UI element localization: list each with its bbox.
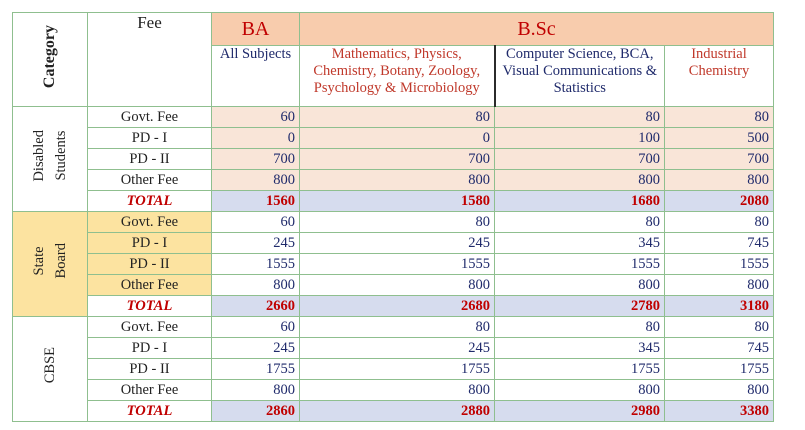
bsc-computer-header: Computer Science, BCA, Visual Communications & Statistics	[495, 46, 665, 107]
category-label: State Board	[31, 242, 69, 279]
fee-value-ba-all: 800	[212, 170, 300, 191]
fee-table-container	[12, 12, 774, 422]
fee-value-bsc-industrial: 80	[665, 107, 774, 128]
fee-value-bsc-science: 0	[300, 128, 495, 149]
fee-value-bsc-industrial: 745	[665, 338, 774, 359]
fee-value-ba-all: 60	[212, 107, 300, 128]
fee-value-ba-all: 245	[212, 338, 300, 359]
ba-subjects-header: All Subjects	[212, 46, 300, 107]
fee-value-bsc-science: 800	[300, 380, 495, 401]
fee-value-bsc-science: 800	[300, 275, 495, 296]
fee-value-bsc-computer: 800	[495, 170, 665, 191]
fee-type-label: PD - II	[88, 359, 212, 380]
table-row	[13, 149, 774, 170]
total-value-bsc-science: 2680	[300, 296, 495, 317]
fee-value-bsc-computer: 800	[495, 380, 665, 401]
fee-value-bsc-computer: 80	[495, 317, 665, 338]
fee-value-ba-all: 245	[212, 233, 300, 254]
fee-value-bsc-science: 1555	[300, 254, 495, 275]
table-row	[13, 401, 774, 422]
total-label: TOTAL	[88, 401, 212, 422]
fee-value-bsc-industrial: 80	[665, 317, 774, 338]
table-row	[13, 275, 774, 296]
table-row	[13, 191, 774, 212]
fee-value-bsc-computer: 345	[495, 338, 665, 359]
fee-value-bsc-science: 1755	[300, 359, 495, 380]
fee-type-label: PD - I	[88, 128, 212, 149]
total-value-bsc-science: 2880	[300, 401, 495, 422]
fee-value-bsc-computer: 345	[495, 233, 665, 254]
category-label: Disabled Students	[31, 129, 69, 182]
category-cbse	[13, 317, 88, 422]
fee-value-ba-all: 1755	[212, 359, 300, 380]
fee-value-ba-all: 800	[212, 380, 300, 401]
table-row	[13, 338, 774, 359]
fee-type-label: PD - I	[88, 338, 212, 359]
category-header	[13, 13, 88, 107]
table-row	[13, 212, 774, 233]
table-row	[13, 170, 774, 191]
total-label: TOTAL	[88, 191, 212, 212]
category-label: CBSE	[42, 347, 58, 384]
table-row	[13, 359, 774, 380]
fee-value-bsc-computer: 700	[495, 149, 665, 170]
table-row	[13, 317, 774, 338]
fee-value-ba-all: 60	[212, 317, 300, 338]
fee-value-bsc-computer: 80	[495, 107, 665, 128]
fee-value-bsc-computer: 80	[495, 212, 665, 233]
category-disabled-students	[13, 107, 88, 212]
total-value-ba-all: 2860	[212, 401, 300, 422]
fee-value-bsc-science: 800	[300, 170, 495, 191]
category-state-board	[13, 212, 88, 317]
total-value-bsc-computer: 2780	[495, 296, 665, 317]
fee-type-label: PD - II	[88, 254, 212, 275]
fee-type-label: PD - I	[88, 233, 212, 254]
total-value-bsc-computer: 2980	[495, 401, 665, 422]
table-row	[13, 380, 774, 401]
fee-value-bsc-science: 80	[300, 317, 495, 338]
category-header-label: Category	[41, 25, 58, 89]
fee-value-bsc-computer: 800	[495, 275, 665, 296]
fee-value-bsc-industrial: 800	[665, 170, 774, 191]
table-row	[13, 107, 774, 128]
fee-value-bsc-industrial: 500	[665, 128, 774, 149]
fee-value-bsc-industrial: 80	[665, 212, 774, 233]
total-value-bsc-industrial: 2080	[665, 191, 774, 212]
ba-header: BA	[212, 13, 300, 46]
bsc-header: B.Sc	[300, 13, 774, 46]
fee-value-bsc-industrial: 800	[665, 275, 774, 296]
fee-table-body	[13, 107, 774, 422]
fee-value-bsc-industrial: 745	[665, 233, 774, 254]
fee-type-label: PD - II	[88, 149, 212, 170]
fee-type-label: Other Fee	[88, 170, 212, 191]
fee-table	[12, 12, 774, 422]
fee-type-label: Govt. Fee	[88, 212, 212, 233]
fee-value-bsc-science: 245	[300, 233, 495, 254]
fee-value-bsc-science: 700	[300, 149, 495, 170]
fee-type-label: Other Fee	[88, 380, 212, 401]
fee-value-ba-all: 0	[212, 128, 300, 149]
fee-type-label: Govt. Fee	[88, 107, 212, 128]
table-row	[13, 254, 774, 275]
fee-value-bsc-computer: 1755	[495, 359, 665, 380]
fee-value-bsc-science: 245	[300, 338, 495, 359]
total-value-bsc-computer: 1680	[495, 191, 665, 212]
fee-value-bsc-science: 80	[300, 107, 495, 128]
bsc-science-header: Mathematics, Physics, Chemistry, Botany, Zoology, Psychology & Microbiology	[300, 46, 495, 107]
table-row	[13, 233, 774, 254]
fee-value-ba-all: 700	[212, 149, 300, 170]
fee-value-ba-all: 60	[212, 212, 300, 233]
total-value-ba-all: 2660	[212, 296, 300, 317]
table-row	[13, 296, 774, 317]
fee-value-ba-all: 1555	[212, 254, 300, 275]
fee-value-bsc-industrial: 800	[665, 380, 774, 401]
total-value-bsc-science: 1580	[300, 191, 495, 212]
fee-value-bsc-industrial: 1755	[665, 359, 774, 380]
total-value-bsc-industrial: 3180	[665, 296, 774, 317]
table-row	[13, 128, 774, 149]
bsc-industrial-header: Industrial Chemistry	[665, 46, 774, 107]
total-value-bsc-industrial: 3380	[665, 401, 774, 422]
total-value-ba-all: 1560	[212, 191, 300, 212]
fee-type-label: Other Fee	[88, 275, 212, 296]
fee-value-bsc-industrial: 700	[665, 149, 774, 170]
fee-value-bsc-computer: 1555	[495, 254, 665, 275]
fee-value-bsc-computer: 100	[495, 128, 665, 149]
fee-value-bsc-science: 80	[300, 212, 495, 233]
fee-value-ba-all: 800	[212, 275, 300, 296]
fee-value-bsc-industrial: 1555	[665, 254, 774, 275]
total-label: TOTAL	[88, 296, 212, 317]
fee-type-label: Govt. Fee	[88, 317, 212, 338]
fee-header: Fee	[88, 13, 212, 107]
